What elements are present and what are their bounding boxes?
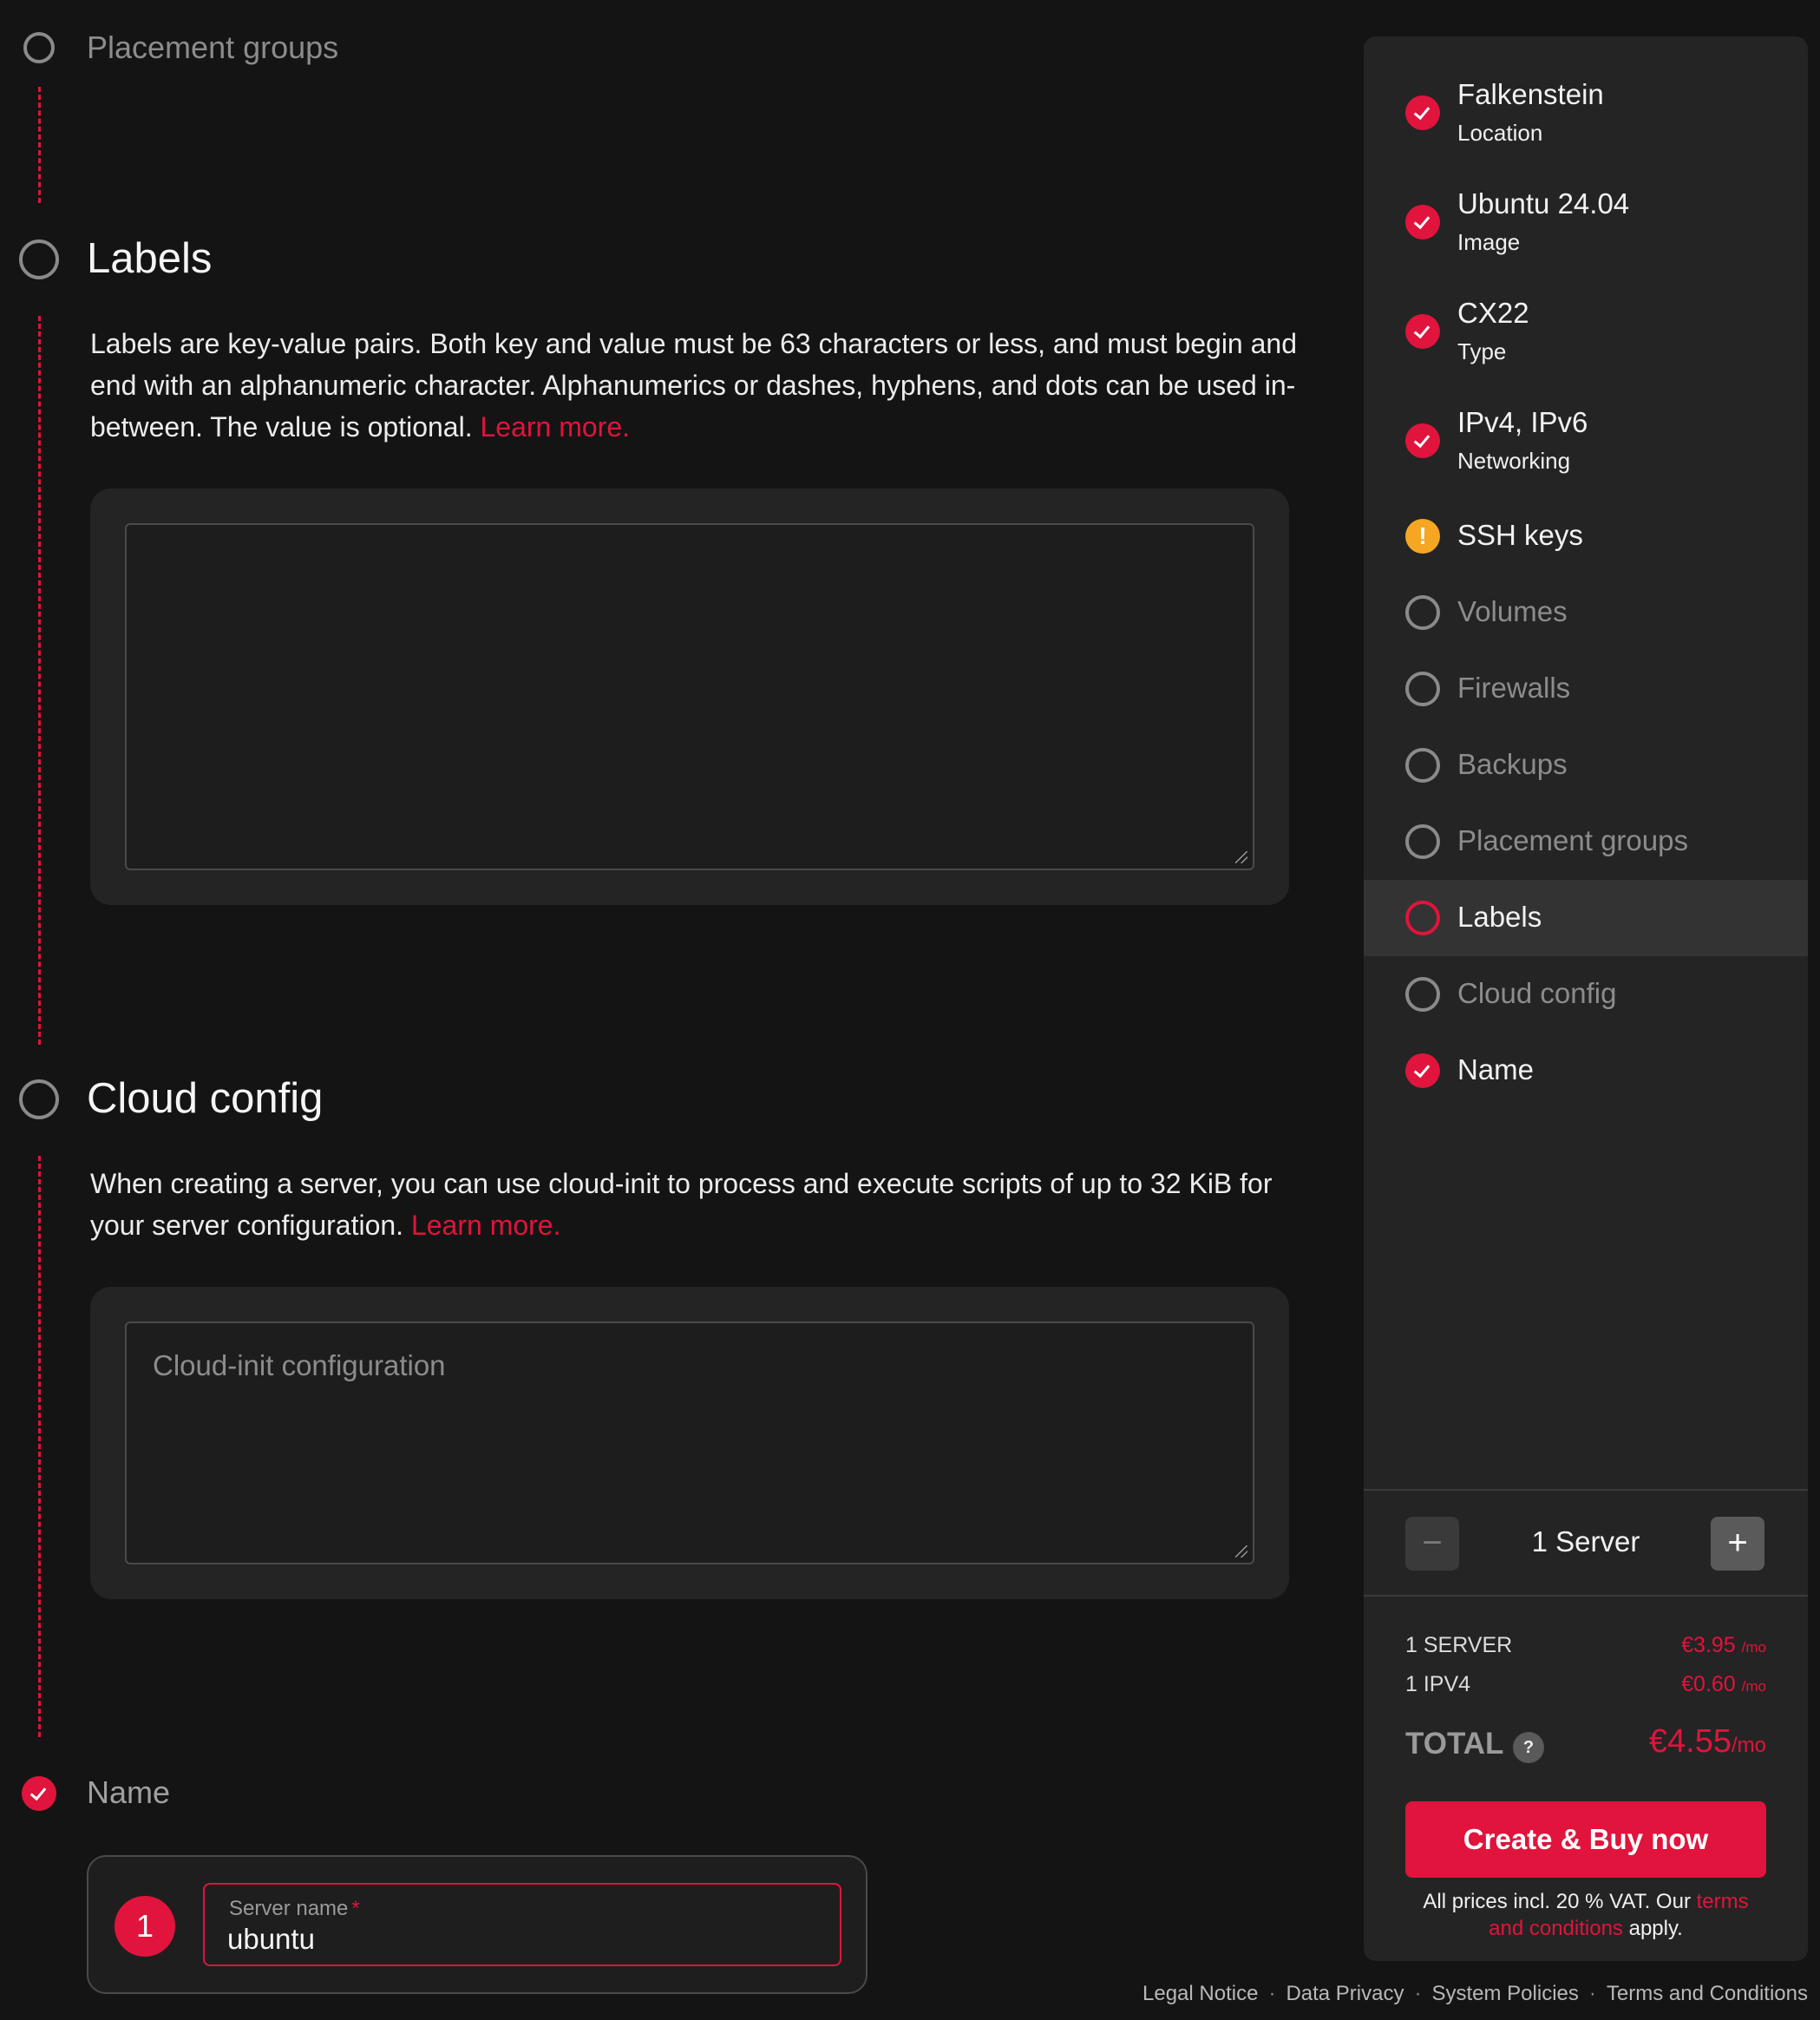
server-name-input[interactable] <box>227 1923 817 1956</box>
sidebar-item-name[interactable] <box>1364 1036 1808 1112</box>
check-icon <box>1405 314 1440 349</box>
total-amount: €4.55/mo <box>1648 1723 1766 1760</box>
name-title: Name <box>87 1774 171 1810</box>
warning-icon: ! <box>1405 519 1440 554</box>
sidebar-item-type[interactable] <box>1364 255 1808 364</box>
sidebar-item-label: Name <box>1457 1053 1535 1085</box>
sidebar-item-sublabel: Image <box>1457 229 1521 255</box>
sidebar-item-label: Labels <box>1457 901 1542 933</box>
system-policies-link[interactable]: System Policies <box>1431 1982 1579 2005</box>
terms-conditions-link[interactable]: Terms and Conditions <box>1606 1982 1808 2005</box>
server-index-badge: 1 <box>115 1896 175 1957</box>
cloud-config-description-text: When creating a server, you can use cloud-init to process and execute scripts of up to 32 KiB for your server configuration. <box>90 1168 1273 1241</box>
sidebar-item-sublabel: Networking <box>1457 448 1571 474</box>
separator: · <box>1588 1982 1596 2005</box>
terms-link[interactable]: terms and conditions <box>1489 1890 1749 1940</box>
server-name-card <box>87 1855 867 1994</box>
sidebar-item-label: Placement groups <box>1457 824 1688 856</box>
empty-circle-icon <box>1405 595 1440 630</box>
server-name-label: Server name * <box>229 1897 360 1920</box>
vat-note: All prices incl. 20 % VAT. Our terms and conditions apply. <box>1423 1890 1749 1940</box>
price-amount: €3.95 /mo <box>1681 1633 1766 1657</box>
price-row-ipv4 <box>1405 1672 1766 1697</box>
sidebar-item-backups[interactable] <box>1364 731 1808 807</box>
resize-handle-icon[interactable] <box>1235 851 1247 863</box>
price-amount: €0.60 /mo <box>1681 1672 1766 1696</box>
cloud-config-learn-more-link[interactable]: Learn more. <box>410 1210 561 1241</box>
divider <box>1364 1489 1808 1491</box>
price-label: 1 SERVER <box>1405 1633 1513 1657</box>
footer-links <box>1142 1982 1808 2006</box>
labels-textarea[interactable] <box>125 523 1254 870</box>
cloud-init-textarea[interactable] <box>125 1322 1254 1564</box>
legal-notice-link[interactable]: Legal Notice <box>1142 1982 1259 2005</box>
sidebar-item-label: CX22 <box>1457 297 1529 329</box>
price-row-server <box>1405 1633 1766 1658</box>
sidebar-item-sublabel: Location <box>1457 120 1543 146</box>
sidebar-item-label: Ubuntu 24.04 <box>1457 187 1630 220</box>
cloud-config-description <box>90 1163 1305 1246</box>
labels-panel <box>90 489 1289 905</box>
cloud-init-placeholder: Cloud-init configuration <box>153 1349 446 1381</box>
data-privacy-link[interactable]: Data Privacy <box>1286 1982 1404 2005</box>
check-icon <box>1405 205 1440 239</box>
sidebar-item-label: Firewalls <box>1457 672 1571 704</box>
cloud-config-status-icon <box>19 1079 59 1119</box>
sidebar-item-label: Volumes <box>1457 595 1568 627</box>
sidebar-item-ssh-keys[interactable] <box>1364 502 1808 578</box>
server-name-field[interactable] <box>203 1883 841 1966</box>
sidebar-item-label: Backups <box>1457 748 1568 780</box>
sidebar-item-firewalls[interactable] <box>1364 654 1808 731</box>
server-quantity-label: 1 Server <box>1531 1525 1640 1558</box>
empty-circle-icon <box>1405 672 1440 706</box>
sidebar-item-labels[interactable] <box>1364 880 1808 956</box>
total-row <box>1405 1723 1766 1770</box>
labels-title: Labels <box>87 235 213 282</box>
sidebar-item-placement-groups[interactable] <box>1364 807 1808 883</box>
decrease-quantity-button[interactable]: − <box>1405 1517 1459 1571</box>
sidebar-item-label: Cloud config <box>1457 977 1617 1009</box>
sidebar-item-label: Falkenstein <box>1457 78 1604 110</box>
step-connector <box>38 1156 41 1737</box>
empty-circle-icon <box>1405 824 1440 859</box>
total-label: TOTAL <box>1405 1727 1504 1761</box>
resize-handle-icon[interactable] <box>1235 1545 1247 1558</box>
price-label: 1 IPV4 <box>1405 1672 1471 1696</box>
check-icon <box>1405 95 1440 130</box>
sidebar-item-label: IPv4, IPv6 <box>1457 406 1588 438</box>
placement-groups-title: Placement groups <box>87 30 339 65</box>
check-icon <box>1405 423 1440 458</box>
step-connector <box>38 316 41 1045</box>
labels-description <box>90 323 1305 448</box>
name-check-icon <box>22 1776 56 1811</box>
increase-quantity-button[interactable]: + <box>1711 1517 1764 1571</box>
active-circle-icon <box>1405 901 1440 935</box>
labels-learn-more-link[interactable]: Learn more. <box>480 411 631 443</box>
sidebar-item-sublabel: Type <box>1457 338 1507 364</box>
empty-circle-icon <box>1405 748 1440 783</box>
sidebar-item-location[interactable] <box>1364 36 1808 146</box>
total-help-icon[interactable]: ? <box>1513 1732 1544 1763</box>
sidebar-item-cloud-config[interactable] <box>1364 960 1808 1036</box>
empty-circle-icon <box>1405 977 1440 1012</box>
divider <box>1364 1595 1808 1597</box>
labels-description-text: Labels are key-value pairs. Both key and value must be 63 characters or less, and must begin and end with an alphanumeric character. Alphanumerics or dashes, hyphens, and dots can be used in-between. The value is optional. <box>90 328 1297 443</box>
check-icon <box>1405 1053 1440 1088</box>
sidebar-item-networking[interactable] <box>1364 364 1808 474</box>
cloud-config-title: Cloud config <box>87 1075 324 1122</box>
sidebar-item-image[interactable] <box>1364 146 1808 255</box>
placement-groups-status-icon <box>23 32 55 63</box>
create-buy-button[interactable]: Create & Buy now <box>1405 1801 1766 1878</box>
labels-status-icon <box>19 239 59 279</box>
order-summary-sidebar <box>1364 36 1808 1961</box>
cloud-config-panel <box>90 1287 1289 1599</box>
step-connector <box>38 87 41 203</box>
required-mark: * <box>351 1897 360 1920</box>
separator: · <box>1268 1982 1276 2005</box>
sidebar-item-label: SSH keys <box>1457 519 1583 551</box>
sidebar-item-volumes[interactable] <box>1364 578 1808 654</box>
separator: · <box>1414 1982 1422 2005</box>
